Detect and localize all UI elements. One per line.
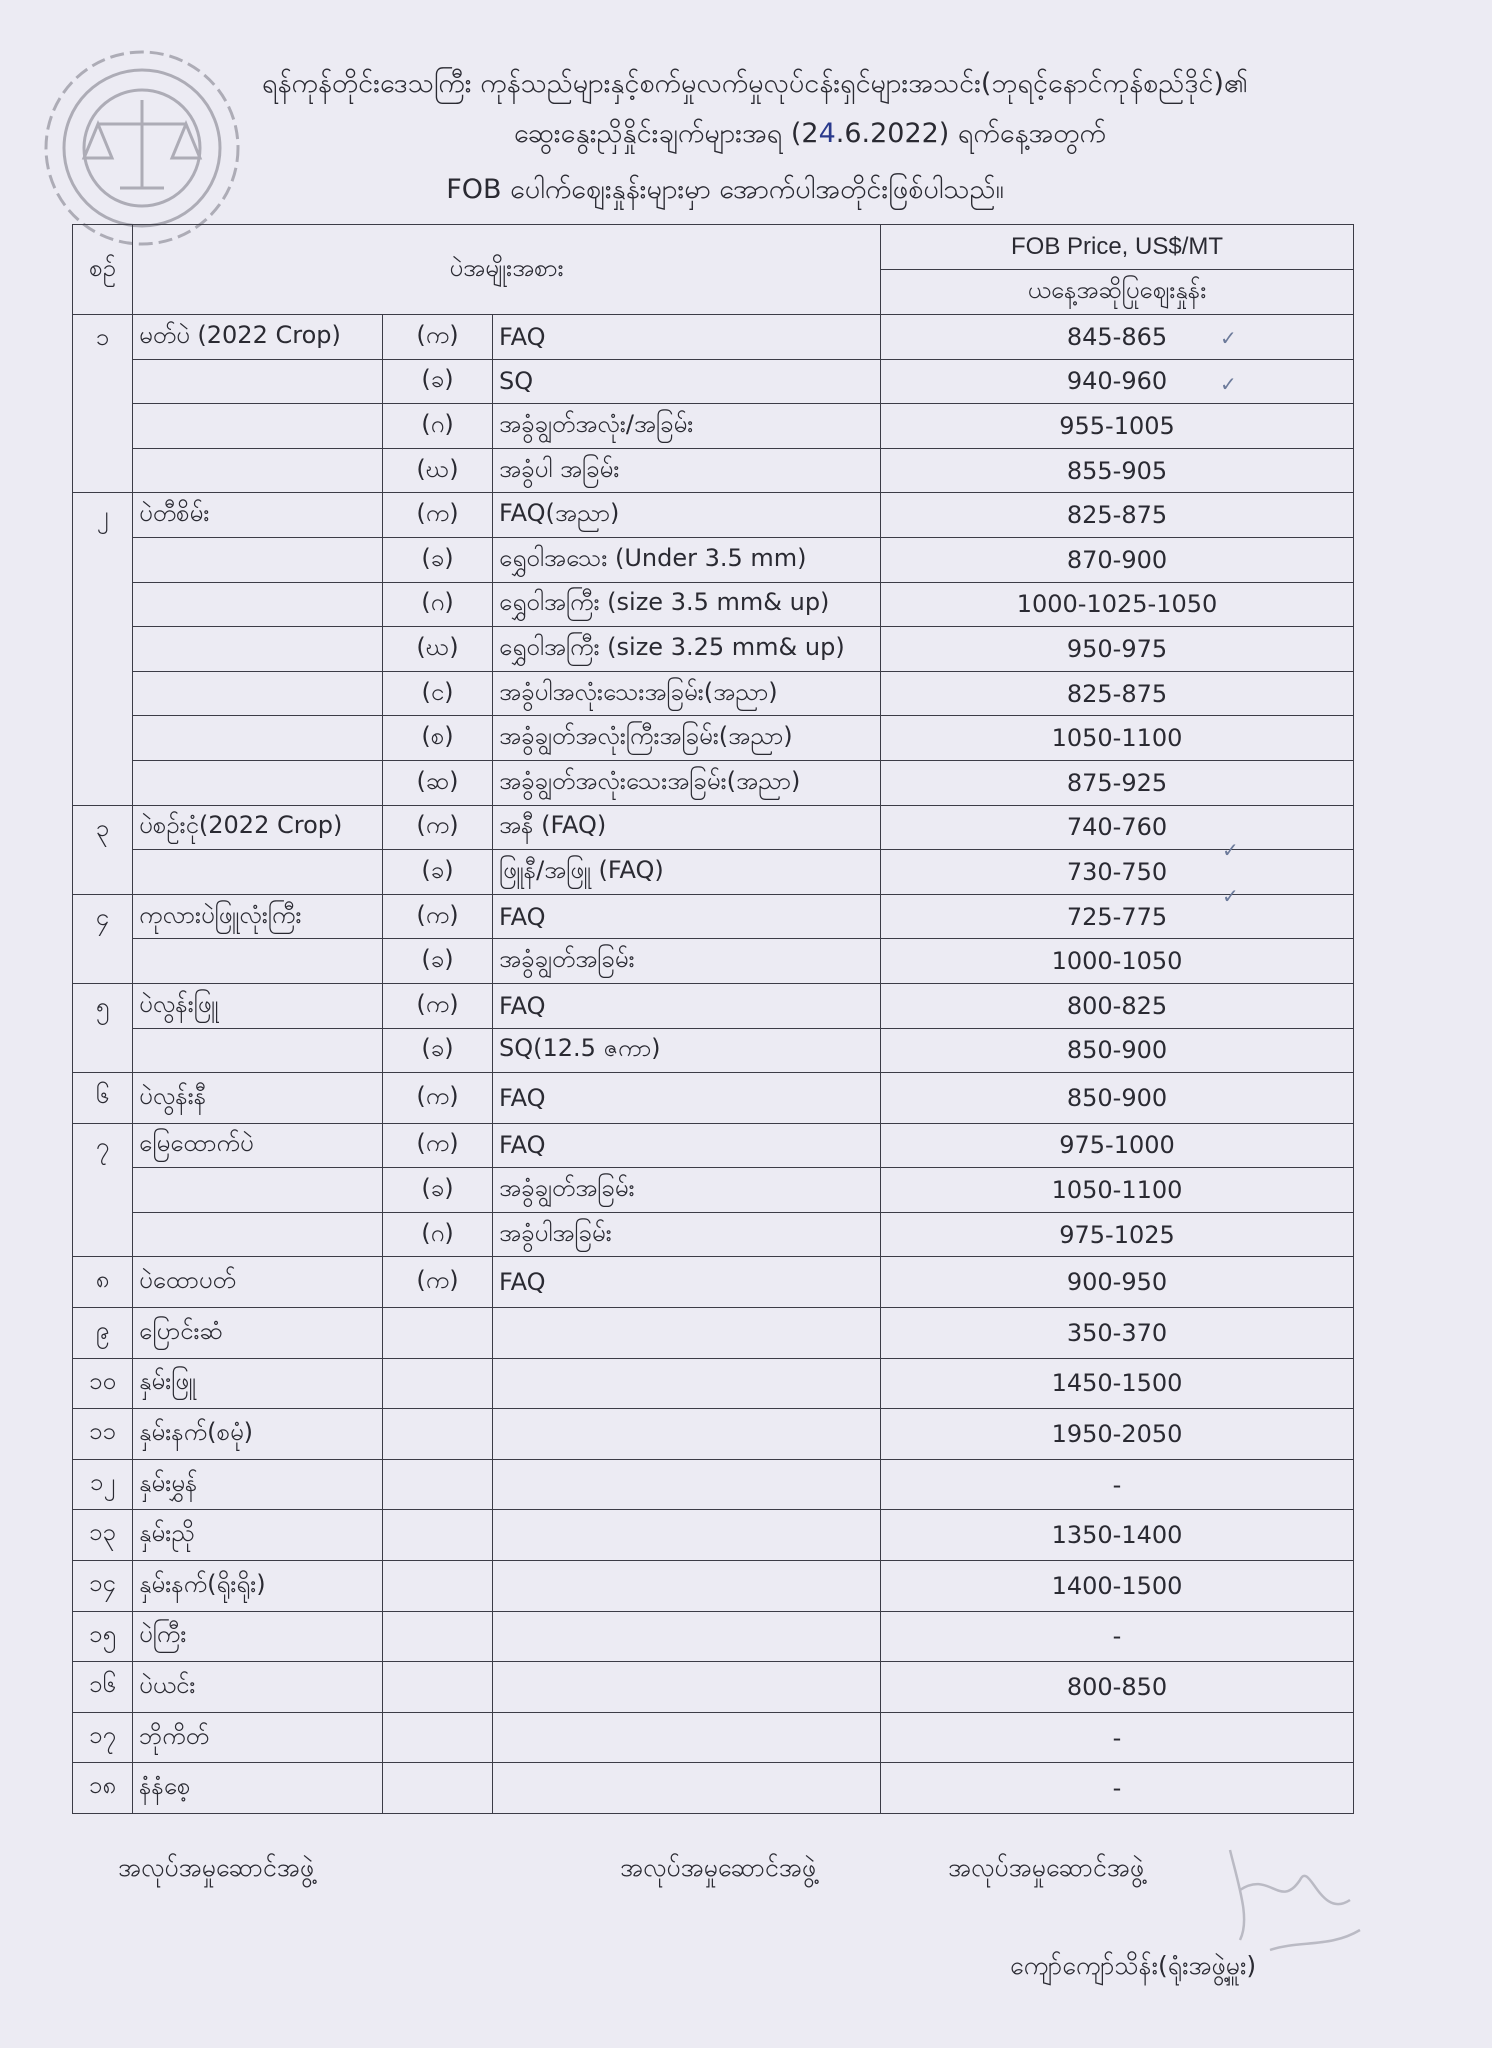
row-number: ၆ [73,1073,133,1124]
item-name: နှမ်းနက်(ရိုးရိုး) [133,1561,383,1612]
grade-letter [383,1308,493,1359]
row-number: ၄ [73,894,133,983]
table-row [73,404,1354,449]
grade-name: FAQ [493,1257,881,1308]
grade-name [493,1358,881,1409]
grade-letter [383,1409,493,1460]
item-name [133,1028,383,1073]
grade-letter: (ဃ) [383,627,493,672]
fob-price: 1950-2050 [881,1409,1354,1460]
table-row [73,1257,1354,1308]
grade-name [493,1561,881,1612]
table-row [73,760,1354,805]
grade-letter: (ခ) [383,359,493,404]
item-name: မတ်ပဲ (2022 Crop) [133,315,383,360]
fob-price: 955-1005 [881,404,1354,449]
fob-price: 825-875 [881,671,1354,716]
table-row [73,894,1354,939]
item-name: ပဲလွန်းနီ [133,1073,383,1124]
item-name: ပြောင်းဆံ [133,1308,383,1359]
table-row [73,1459,1354,1510]
grade-name [493,1611,881,1662]
table-row [73,716,1354,761]
item-name [133,760,383,805]
table-row [73,1561,1354,1612]
grade-name: ရွှေဝါအသေး (Under 3.5 mm) [493,537,881,582]
table-row [73,582,1354,627]
row-number: ၁၁ [73,1409,133,1460]
grade-name: FAQ [493,315,881,360]
item-name [133,1212,383,1257]
table-row [73,315,1354,360]
row-number: ၁၅ [73,1611,133,1662]
item-name: ပဲထောပတ် [133,1257,383,1308]
row-number: ၈ [73,1257,133,1308]
table-row [73,939,1354,984]
grade-letter: (ခ) [383,1168,493,1213]
item-name: နှမ်းမွှန် [133,1459,383,1510]
item-name [133,671,383,716]
grade-name: အခွံချွတ်အခြမ်း [493,939,881,984]
fob-price: 730-750 [881,850,1354,895]
grade-name: အနီ (FAQ) [493,805,881,850]
grade-letter: (ဃ) [383,448,493,493]
header-line-2-prefix: ဆွေးနွေးညှိနှိုင်းချက်များအရ (2 [514,118,819,149]
item-name [133,850,383,895]
grade-name: FAQ [493,1073,881,1124]
table-row [73,1073,1354,1124]
signature-label-2: အလုပ်အမှုဆောင်အဖွဲ့ [620,1853,817,1882]
grade-letter [383,1662,493,1713]
fob-price: 950-975 [881,627,1354,672]
fob-price: 975-1025 [881,1212,1354,1257]
grade-letter: (ဂ) [383,582,493,627]
item-name: နှမ်းနက်(စမုံ) [133,1409,383,1460]
grade-letter: (က) [383,1257,493,1308]
grade-name [493,1409,881,1460]
column-header-fob: FOB Price, US$/MT [881,225,1354,270]
item-name [133,627,383,672]
item-name: ပဲစဉ်းငုံ(2022 Crop) [133,805,383,850]
grade-letter [383,1358,493,1409]
fob-price: 1000-1025-1050 [881,582,1354,627]
fob-price: 1000-1050 [881,939,1354,984]
table-row [73,1358,1354,1409]
grade-name: FAQ(အညာ) [493,493,881,538]
item-name: နှမ်းဖြူ [133,1358,383,1409]
header-line-2-suffix: .6.2022) ရက်နေ့အတွက် [835,118,1106,149]
fob-price: 1050-1100 [881,1168,1354,1213]
grade-letter: (က) [383,1073,493,1124]
grade-letter: (ဂ) [383,404,493,449]
grade-name [493,1712,881,1763]
grade-name [493,1763,881,1814]
grade-name: FAQ [493,983,881,1028]
fob-price: 725-775 [881,894,1354,939]
grade-letter [383,1611,493,1662]
table-row [73,850,1354,895]
item-name [133,582,383,627]
fob-price: 800-850 [881,1662,1354,1713]
fob-price: - [881,1712,1354,1763]
fob-price-table [72,224,1354,1814]
grade-letter: (က) [383,894,493,939]
row-number: ၁၈ [73,1763,133,1814]
fob-price: 1050-1100 [881,716,1354,761]
grade-name: အခွံပါအလုံးသေးအခြမ်း(အညာ) [493,671,881,716]
grade-letter [383,1561,493,1612]
table-row [73,1712,1354,1763]
fob-price: 800-825 [881,983,1354,1028]
grade-name: အခွံချွတ်အလုံးကြီးအခြမ်း(အညာ) [493,716,881,761]
grade-name: SQ(12.5 ဇကာ) [493,1028,881,1073]
grade-letter: (ခ) [383,537,493,582]
check-mark-icon: ✓ [1222,838,1239,862]
fob-price: 1400-1500 [881,1561,1354,1612]
header-line-3: FOB ပေါက်ဈေးနှုန်းများမှာ အောက်ပါအတိုင်းဖြစ်ပါသည်။ [446,174,1004,205]
item-name [133,359,383,404]
table-row [73,359,1354,404]
check-mark-icon: ✓ [1222,884,1239,908]
table-row [73,1763,1354,1814]
grade-name: အခွံချွတ်အခြမ်း [493,1168,881,1213]
column-header-fob-sub: ယနေ့အဆိုပြုဈေးနှုန်း [881,270,1354,315]
grade-letter: (က) [383,493,493,538]
grade-name: FAQ [493,894,881,939]
row-number: ၉ [73,1308,133,1359]
grade-name: ဖြူနီ/အဖြူ (FAQ) [493,850,881,895]
item-name: နံနံစေ့ [133,1763,383,1814]
check-mark-icon: ✓ [1220,372,1237,396]
row-number: ၁၇ [73,1712,133,1763]
row-number: ၁ [73,315,133,493]
row-number: ၅ [73,983,133,1072]
row-number: ၂ [73,493,133,805]
grade-name: SQ [493,359,881,404]
fob-price: 825-875 [881,493,1354,538]
grade-letter [383,1712,493,1763]
table-row [73,448,1354,493]
item-name: နှမ်းညို [133,1510,383,1561]
item-name [133,1168,383,1213]
header-line-2 [360,116,1260,156]
table-row [73,1308,1354,1359]
table-row [73,1168,1354,1213]
row-number: ၁၆ [73,1662,133,1713]
fob-price: 845-865 [881,315,1354,360]
table-row [73,983,1354,1028]
item-name [133,448,383,493]
row-number: ၁၂ [73,1459,133,1510]
fob-price: 870-900 [881,537,1354,582]
grade-letter [383,1763,493,1814]
item-name: ကုလားပဲဖြူလုံးကြီး [133,894,383,939]
fob-price: 350-370 [881,1308,1354,1359]
fob-price: - [881,1459,1354,1510]
signature-label-3: အလုပ်အမှုဆောင်အဖွဲ့ [948,1853,1145,1882]
table-body [73,315,1354,1814]
table-row [73,493,1354,538]
fob-price: 940-960 [881,359,1354,404]
grade-letter: (က) [383,1123,493,1168]
table-row [73,671,1354,716]
handwritten-signature-icon [1210,1830,1370,1970]
fob-price: 740-760 [881,805,1354,850]
grade-letter: (ဂ) [383,1212,493,1257]
check-mark-icon: ✓ [1220,326,1237,350]
grade-name [493,1308,881,1359]
grade-name: ရွှေဝါအကြီး (size 3.25 mm& up) [493,627,881,672]
fob-price: 900-950 [881,1257,1354,1308]
grade-name [493,1510,881,1561]
table-row [73,1611,1354,1662]
item-name [133,939,383,984]
row-number: ၁၃ [73,1510,133,1561]
grade-name [493,1459,881,1510]
grade-name: အခွံပါအခြမ်း [493,1212,881,1257]
grade-name: ရွှေဝါအကြီး (size 3.5 mm& up) [493,582,881,627]
chairperson-name: ကျော်ကျော်သိန်း(ရုံးအဖွဲ့မှူး) [1010,1951,1257,1980]
table-row [73,1510,1354,1561]
table-row [73,1409,1354,1460]
column-header-no: စဉ် [73,225,133,315]
item-name [133,537,383,582]
fob-price: 1350-1400 [881,1510,1354,1561]
column-header-item: ပဲအမျိုးအစား [133,225,881,315]
grade-letter: (က) [383,315,493,360]
grade-letter: (ခ) [383,939,493,984]
signature-label-1: အလုပ်အမှုဆောင်အဖွဲ့ [118,1853,315,1882]
grade-letter: (ဆ) [383,760,493,805]
item-name [133,716,383,761]
grade-letter: (စ) [383,716,493,761]
row-number: ၃ [73,805,133,894]
fob-price: - [881,1763,1354,1814]
grade-name: အခွံပါ အခြမ်း [493,448,881,493]
grade-letter [383,1510,493,1561]
fob-price: 1450-1500 [881,1358,1354,1409]
item-name: ပဲယင်း [133,1662,383,1713]
grade-name [493,1662,881,1713]
grade-letter: (က) [383,983,493,1028]
fob-price: 875-925 [881,760,1354,805]
fob-price: 855-905 [881,448,1354,493]
item-name: ဘိုကိတ် [133,1712,383,1763]
fob-price: 850-900 [881,1028,1354,1073]
table-row [73,1212,1354,1257]
item-name [133,404,383,449]
handwritten-date-digit: 4 [818,118,836,149]
grade-letter: (င) [383,671,493,716]
grade-letter: (က) [383,805,493,850]
item-name: မြေထောက်ပဲ [133,1123,383,1168]
grade-letter: (ခ) [383,1028,493,1073]
item-name: ပဲတီစိမ်း [133,493,383,538]
row-number: ၁၄ [73,1561,133,1612]
table-row [73,1123,1354,1168]
table-row [73,805,1354,850]
table-row [73,1028,1354,1073]
row-number: ၁၀ [73,1358,133,1409]
row-number: ၇ [73,1123,133,1257]
table-row [73,1662,1354,1713]
fob-price: 975-1000 [881,1123,1354,1168]
grade-name: FAQ [493,1123,881,1168]
table-row [73,537,1354,582]
fob-price: 850-900 [881,1073,1354,1124]
item-name: ပဲကြီး [133,1611,383,1662]
grade-letter [383,1459,493,1510]
item-name: ပဲလွန်းဖြူ [133,983,383,1028]
grade-letter: (ခ) [383,850,493,895]
fob-price: - [881,1611,1354,1662]
grade-name: အခွံချွတ်အလုံးသေးအခြမ်း(အညာ) [493,760,881,805]
header-line-1: ရန်ကုန်တိုင်းဒေသကြီး ကုန်သည်များနှင့်စက်မှုလက်မှုလုပ်ငန်းရှင်များအသင်း(ဘုရင့်နောင်ကုန်စည်ဒိုင်)၏ [262,68,1248,99]
table-row [73,627,1354,672]
grade-name: အခွံချွတ်အလုံး/အခြမ်း [493,404,881,449]
